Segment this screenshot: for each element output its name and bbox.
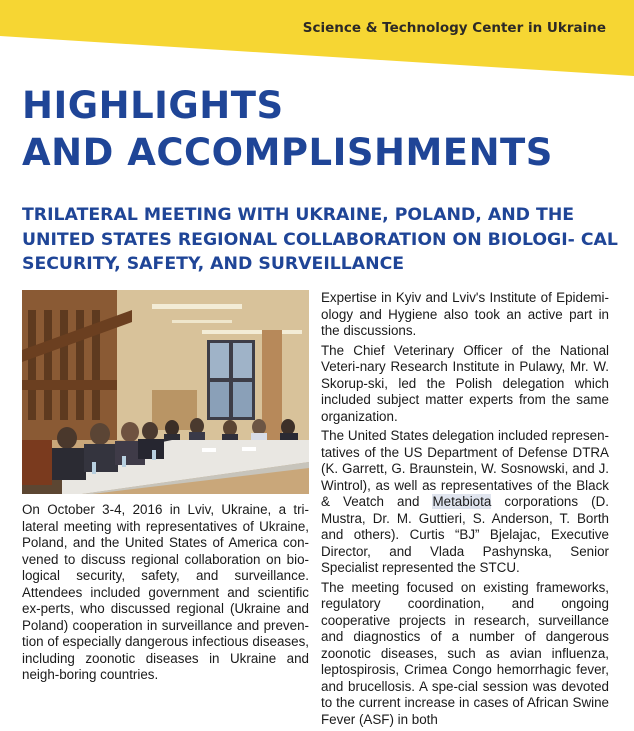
- highlighted-term: Metabiota: [432, 494, 492, 509]
- right-column: [321, 290, 609, 731]
- right-paragraph-1: Expertise in Kyiv and Lviv's Institute of Epidemi-ology and Hygiene also took an active part in the discussions.: [321, 290, 609, 338]
- page-title-line-2: AND ACCOMPLISHMENTS: [22, 131, 553, 174]
- header-banner: [0, 0, 634, 80]
- page-title-line-1: HIGHLIGHTS: [22, 84, 284, 127]
- right-paragraph-3-start: The United States delegation included represen-tatives of the US Department of Defense DTRA (K. Garrett, G. Braunstein, W. Sosnowski, and J. Wintrol), as well as representatives of the Black & Veatch and: [321, 428, 609, 509]
- left-paragraph-1: On October 3-4, 2016 in Lviv, Ukraine, a tri-lateral meeting with representatives of Ukraine, Poland, and the United States of America con-vened to discuss regional collaboration on bio-logical security, safety, and surveillance. Attendees included government and scientific ex-perts, who discussed regional (Ukraine and Poland) cooperation in surveillance and preven-tion of especially dangerous infectious diseases, including zoonotic diseases in Ukraine and neigh-boring countries.: [22, 502, 309, 682]
- article-title: TRILATERAL MEETING WITH UKRAINE, POLAND, AND THE UNITED STATES REGIONAL COLLABORATION ON BIOLOGI- CAL SECURITY, SAFETY, AND SURVEILLANCE: [22, 205, 618, 274]
- right-paragraph-3-end: corporations (D. Mustra, Dr. M. Guttieri, S. Anderson, T. Borth and others). Curtis “BJ” Bjelajac, Executive Director, and Vlada Pashynska, Senior Specialist represented the STCU.: [321, 494, 610, 575]
- meeting-photo: [22, 290, 309, 494]
- left-column: [22, 502, 309, 687]
- page-title: [22, 82, 553, 176]
- right-paragraph-3: [321, 428, 609, 577]
- right-paragraph-4: The meeting focused on existing frameworks, regulatory coordination, and ongoing cooperative projects in research, surveillance and diagnostics of a number of dangerous zoonotic diseases, such as avian influenza, leptospirosis, Crimea Congo hemorrhagic fever, and brucellosis. A spe-cial session was devoted to the current increase in cases of African Swine Fever (ASF) in both: [321, 579, 609, 727]
- organization-name: Science & Technology Center in Ukraine: [302, 20, 606, 36]
- right-paragraph-2: The Chief Veterinary Officer of the National Veteri-nary Research Institute in Pulawy, Mr. W. Skorup-ski, led the Polish delegation which included subject matter experts from the same organization.: [321, 342, 609, 424]
